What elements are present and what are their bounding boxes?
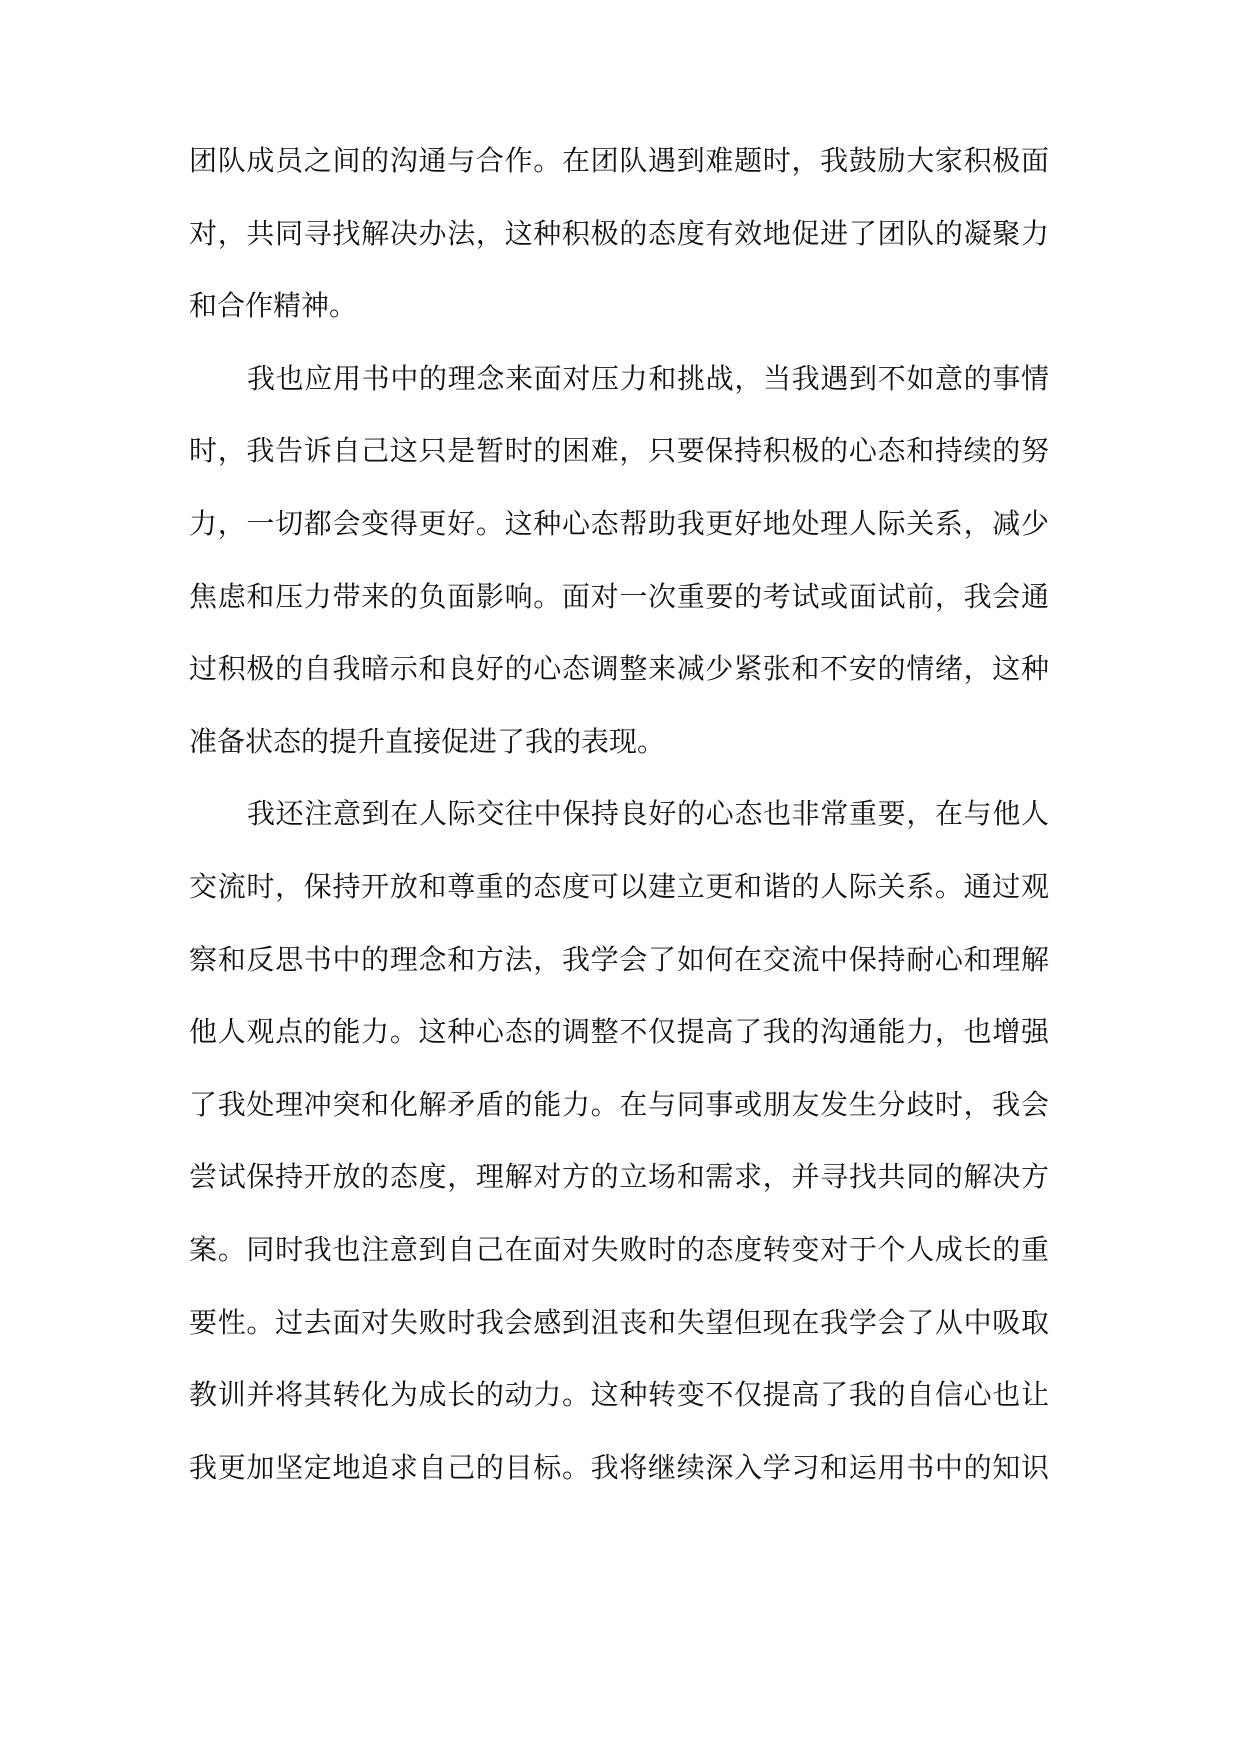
text-line: 焦虑和压力带来的负面影响。面对一次重要的考试或面试前，我会通 [189, 579, 1049, 613]
text-line: 和合作精神。 [189, 289, 358, 323]
text-line: 我也应用书中的理念来面对压力和挑战，当我遇到不如意的事情 [247, 361, 1049, 395]
text-line: 我还注意到在人际交往中保持良好的心态也非常重要，在与他人 [247, 797, 1049, 831]
text-line: 过积极的自我暗示和良好的心态调整来减少紧张和不安的情绪，这种 [189, 652, 1049, 686]
text-line: 了我处理冲突和化解矛盾的能力。在与同事或朋友发生分歧时，我会 [189, 1087, 1049, 1121]
text-line: 对，共同寻找解决办法，这种积极的态度有效地促进了团队的凝聚力 [189, 216, 1049, 250]
text-line: 要性。过去面对失败时我会感到沮丧和失望但现在我学会了从中吸取 [189, 1305, 1049, 1339]
text-line: 力，一切都会变得更好。这种心态帮助我更好地处理人际关系，减少 [189, 506, 1049, 540]
text-line: 准备状态的提升直接促进了我的表现。 [189, 724, 666, 758]
text-line: 我更加坚定地追求自己的目标。我将继续深入学习和运用书中的知识 [189, 1450, 1049, 1484]
text-line: 察和反思书中的理念和方法，我学会了如何在交流中保持耐心和理解 [189, 942, 1049, 976]
text-line: 案。同时我也注意到自己在面对失败时的态度转变对于个人成长的重 [189, 1232, 1049, 1266]
text-line: 他人观点的能力。这种心态的调整不仅提高了我的沟通能力，也增强 [189, 1015, 1049, 1049]
text-line: 团队成员之间的沟通与合作。在团队遇到难题时，我鼓励大家积极面 [189, 144, 1049, 177]
text-line: 交流时，保持开放和尊重的态度可以建立更和谐的人际关系。通过观 [189, 869, 1049, 903]
document-body [189, 125, 1049, 1504]
text-line: 时，我告诉自己这只是暂时的困难，只要保持积极的心态和持续的努 [189, 434, 1049, 468]
text-line: 教训并将其转化为成长的动力。这种转变不仅提高了我的自信心也让 [189, 1378, 1049, 1412]
text-line: 尝试保持开放的态度，理解对方的立场和需求，并寻找共同的解决方 [189, 1160, 1049, 1194]
